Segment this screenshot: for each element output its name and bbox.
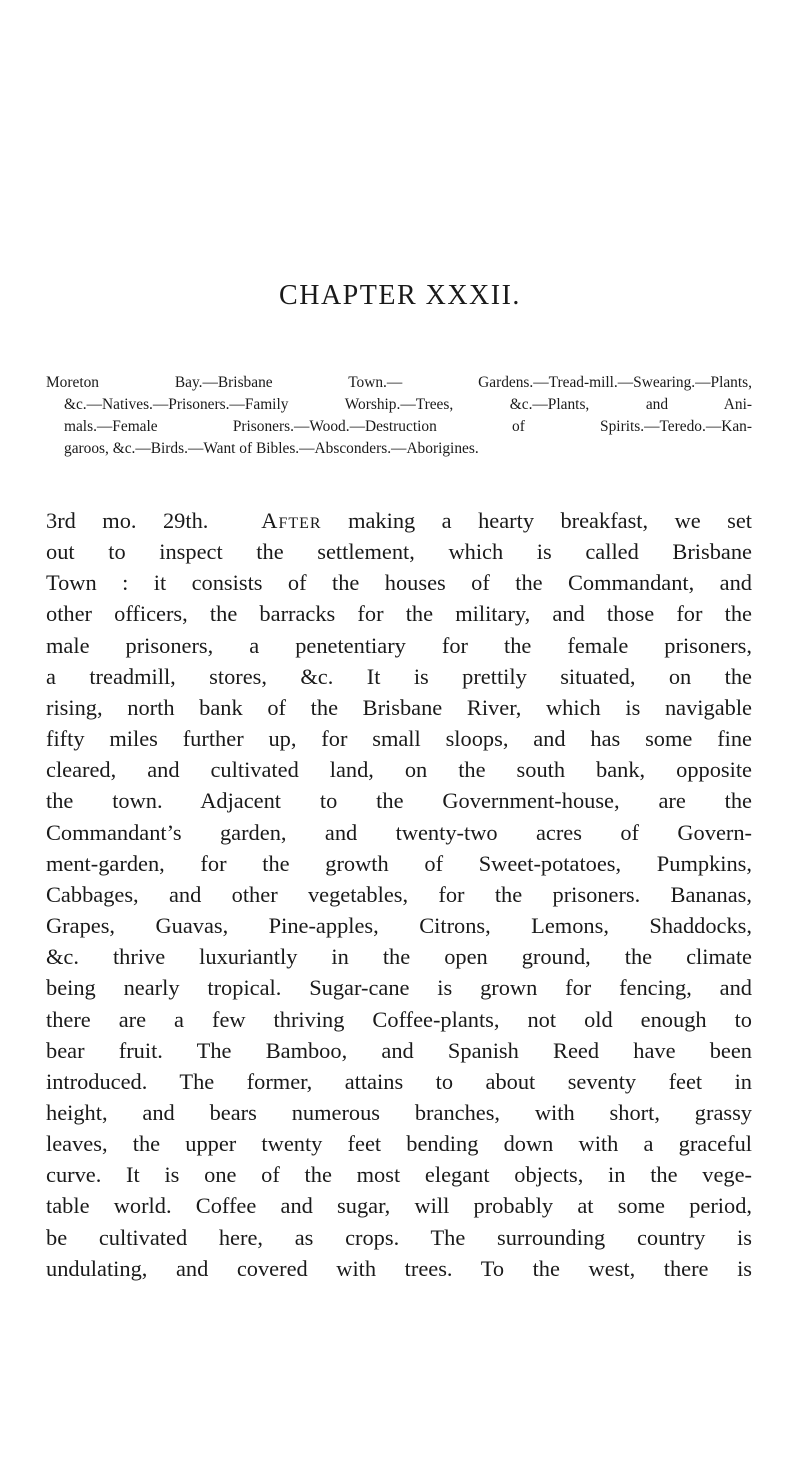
body-line: Cabbages, and other vegetables, for the prisoners. Bananas, bbox=[46, 881, 752, 907]
drop-word: After bbox=[261, 508, 322, 533]
synopsis-line: garoos, &c.—Birds.—Want of Bibles.—Absconders.—Aborigines. bbox=[64, 440, 479, 457]
body-line: cleared, and cultivated land, on the south bank, opposite bbox=[46, 757, 752, 783]
body-line: bear fruit. The Bamboo, and Spanish Reed have been bbox=[46, 1037, 752, 1063]
body-line: ment-garden, for the growth of Sweet-potatoes, Pumpkins, bbox=[46, 850, 752, 876]
body-line: Town : it consists of the houses of the Commandant, and bbox=[46, 570, 752, 596]
body-line: Commandant’s garden, and twenty-two acres of Govern- bbox=[46, 819, 752, 845]
body-line: table world. Coffee and sugar, will probably at some period, bbox=[46, 1193, 752, 1219]
synopsis-line: Moreton Bay.—Brisbane Town.— Gardens.—Tread-mill.—Swearing.—Plants, bbox=[46, 374, 752, 391]
body-line: male prisoners, a penetentiary for the female prisoners, bbox=[46, 632, 752, 658]
body-line: &c. thrive luxuriantly in the open ground, the climate bbox=[46, 944, 752, 970]
body-line: rising, north bank of the Brisbane River, which is navigable bbox=[46, 694, 752, 720]
body-line: Grapes, Guavas, Pine-apples, Citrons, Lemons, Shaddocks, bbox=[46, 913, 752, 939]
body-line: introduced. The former, attains to about seventy feet in bbox=[46, 1068, 752, 1094]
body-line: fifty miles further up, for small sloops, and has some fine bbox=[46, 726, 752, 752]
chapter-synopsis bbox=[46, 372, 752, 460]
body-line: there are a few thriving Coffee-plants, not old enough to bbox=[46, 1006, 752, 1032]
body-line: curve. It is one of the most elegant objects, in the vege- bbox=[46, 1162, 752, 1188]
body-line: the town. Adjacent to the Government-house, are the bbox=[46, 788, 752, 814]
synopsis-line: mals.—Female Prisoners.—Wood.—Destruction of Spirits.—Teredo.—Kan- bbox=[64, 418, 752, 435]
body-line: out to inspect the settlement, which is called Brisbane bbox=[46, 539, 752, 565]
body-line: being nearly tropical. Sugar-cane is grown for fencing, and bbox=[46, 975, 752, 1001]
first-line-rest: making a hearty breakfast, we set bbox=[348, 508, 753, 533]
body-line: undulating, and covered with trees. To the west, there is bbox=[46, 1255, 752, 1281]
body-line: height, and bears numerous branches, with short, grassy bbox=[46, 1099, 752, 1125]
body-line-first bbox=[46, 505, 752, 536]
entry-date: 3rd mo. 29th. bbox=[46, 508, 209, 533]
body-line: a treadmill, stores, &c. It is prettily situated, on the bbox=[46, 663, 752, 689]
body-line: leaves, the upper twenty feet bending down with a graceful bbox=[46, 1131, 752, 1157]
synopsis-line: &c.—Natives.—Prisoners.—Family Worship.—Trees, &c.—Plants, and Ani- bbox=[64, 396, 752, 413]
body-line: other officers, the barracks for the military, and those for the bbox=[46, 601, 752, 627]
body-line: be cultivated here, as crops. The surrounding country is bbox=[46, 1224, 752, 1250]
body-paragraph bbox=[46, 505, 752, 1284]
chapter-title: CHAPTER XXXII. bbox=[279, 280, 521, 311]
